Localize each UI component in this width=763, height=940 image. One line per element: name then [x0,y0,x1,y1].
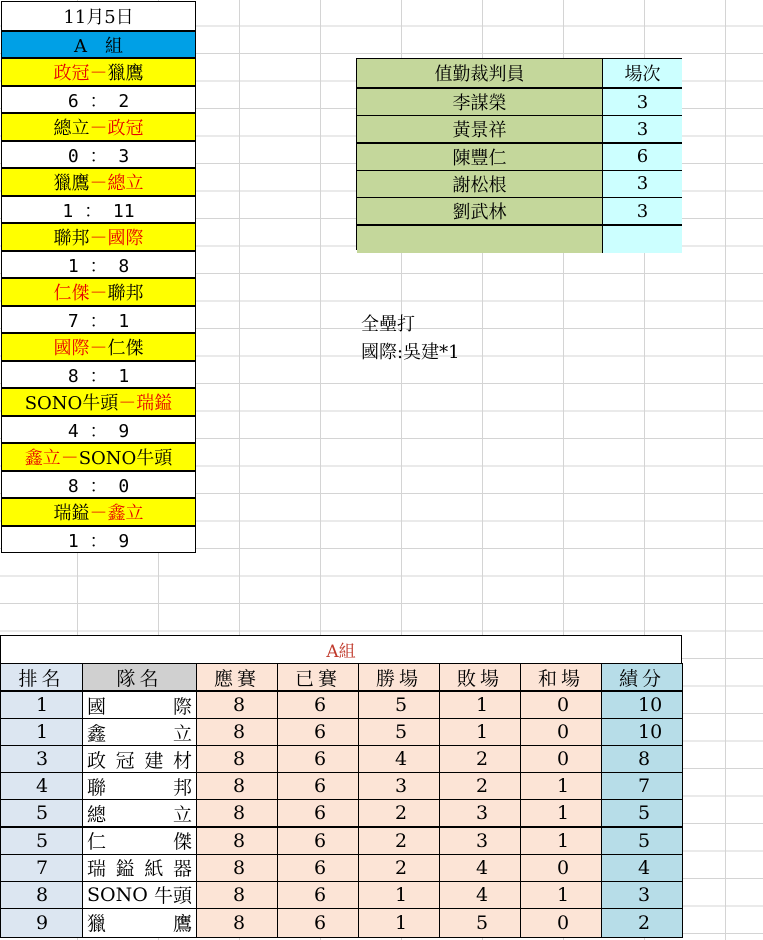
umpire-name[interactable]: 謝松根 [357,170,603,198]
standings-rank[interactable]: 5 [0,827,83,855]
header-won[interactable]: 勝場 [358,663,440,691]
umpire-count[interactable]: 6 [602,143,682,171]
header-tied[interactable]: 和場 [520,663,602,691]
standings-won[interactable]: 2 [358,854,440,882]
match-teams[interactable] [1,223,196,251]
standings-lost[interactable]: 2 [439,745,521,773]
match-team-1: 總立 [53,118,90,139]
match-separator: － [89,118,108,139]
standings-tied[interactable]: 1 [520,772,602,800]
match-team-2: SONO牛頭 [78,448,173,469]
standings-scheduled[interactable]: 8 [196,691,278,719]
standings-won[interactable]: 1 [358,881,440,909]
standings-won[interactable]: 1 [358,908,440,938]
match-team-2: 瑞鎰 [136,393,173,414]
standings-won[interactable]: 5 [358,691,440,719]
standings-played[interactable]: 6 [277,691,359,719]
match-team-2: 國際 [107,228,144,249]
match-teams[interactable] [1,113,196,141]
standings-won[interactable]: 3 [358,772,440,800]
header-lost[interactable]: 敗場 [439,663,521,691]
umpire-count[interactable]: 3 [602,197,682,225]
standings-rank[interactable]: 1 [0,691,83,719]
team-name-part: 獵 [87,913,107,936]
standings-played[interactable]: 6 [277,854,359,882]
match-teams[interactable] [1,168,196,196]
standings-played[interactable]: 6 [277,745,359,773]
team-name-part: 鎰 [115,858,135,881]
match-separator: － [89,228,108,249]
team-name-part: 國 [87,695,107,718]
schedule-date[interactable]: 11月5日 [1,1,196,31]
match-team-2: 聯邦 [107,283,144,304]
standings-points[interactable]: 8 [601,745,683,773]
standings-tied[interactable]: 0 [520,908,602,938]
team-name-cell[interactable] [82,772,197,800]
standings-points[interactable]: 10 [601,718,683,746]
umpire-header-name[interactable]: 值勤裁判員 [357,59,603,88]
standings-played[interactable]: 6 [277,908,359,938]
header-rank[interactable]: 排名 [0,663,83,691]
umpire-count[interactable]: 3 [602,170,682,198]
match-team-1: SONO牛頭 [24,393,119,414]
header-points[interactable]: 績分 [601,663,683,691]
team-name-part: 器 [172,858,192,881]
standings-points[interactable]: 5 [601,827,683,855]
match-score[interactable]: 1 ： 11 [1,196,196,223]
standings-points[interactable]: 10 [601,691,683,719]
umpire-count[interactable]: 3 [602,115,682,143]
standings-title[interactable]: A組 [0,635,682,663]
standings-won[interactable]: 5 [358,718,440,746]
standings-played[interactable]: 6 [277,718,359,746]
umpire-name[interactable] [357,225,603,253]
team-name-cell[interactable] [82,854,197,882]
team-name-part: 建 [144,749,164,772]
standings-rank[interactable]: 1 [0,718,83,746]
standings-won[interactable]: 4 [358,745,440,773]
standings-scheduled[interactable]: 8 [196,908,278,938]
team-name-cell[interactable] [82,908,197,938]
standings-points[interactable]: 5 [601,799,683,827]
standings-points[interactable]: 3 [601,881,683,909]
match-team-1: 國際 [53,338,90,359]
standings-points[interactable]: 2 [601,908,683,938]
team-name-part: 聯 [87,776,107,799]
standings-tied[interactable]: 1 [520,799,602,827]
standings-won[interactable]: 2 [358,799,440,827]
standings-tied[interactable]: 0 [520,718,602,746]
umpire-name[interactable]: 劉武林 [357,197,603,225]
team-name-part: 邦 [172,776,192,799]
match-score[interactable]: 4 ： 9 [1,416,196,443]
match-score[interactable]: 8 ： 0 [1,471,196,498]
match-team-2: 總立 [107,173,144,194]
match-team-1: 瑞鎰 [53,503,90,524]
umpire-count[interactable]: 3 [602,88,682,116]
standings-lost[interactable]: 4 [439,854,521,882]
umpire-count[interactable] [602,225,682,253]
standings-lost[interactable]: 4 [439,881,521,909]
standings-played[interactable]: 6 [277,827,359,855]
match-score[interactable]: 7 ： 1 [1,306,196,333]
umpire-name[interactable]: 陳豐仁 [357,143,603,171]
standings-tied[interactable]: 0 [520,745,602,773]
team-name-part: 立 [172,722,192,745]
team-name-cell[interactable] [82,691,197,719]
standings-tied[interactable]: 0 [520,854,602,882]
standings-rank[interactable]: 5 [0,799,83,827]
team-name-part: 材 [172,749,192,772]
match-separator: － [89,503,108,524]
team-name-cell[interactable] [82,881,197,909]
match-team-1: 政冠 [53,63,90,84]
team-name-part: 仁 [87,831,107,853]
schedule-panel [1,1,196,554]
standings-lost[interactable]: 3 [439,827,521,855]
standings-rank[interactable]: 7 [0,854,83,882]
match-teams[interactable] [1,443,196,471]
team-name-part: 冠 [115,749,135,772]
match-score[interactable]: 8 ： 1 [1,361,196,388]
umpire-header-count[interactable]: 場次 [602,59,682,88]
team-name-part: 鑫 [87,722,107,745]
standings-points[interactable]: 4 [601,854,683,882]
team-name-part: SONO [87,883,148,906]
match-team-2: 鑫立 [107,503,144,524]
match-score[interactable]: 0 ： 3 [1,141,196,168]
standings-lost[interactable]: 3 [439,799,521,827]
match-score[interactable]: 6 ： 2 [1,86,196,113]
group-header[interactable]: A 組 [1,31,196,58]
standings-scheduled[interactable]: 8 [196,799,278,827]
team-name-cell[interactable] [82,799,197,827]
standings-lost[interactable]: 2 [439,772,521,800]
match-teams[interactable] [1,58,196,86]
match-separator: － [89,63,108,84]
standings-played[interactable]: 6 [277,772,359,800]
umpire-table [356,58,682,250]
match-separator: － [89,173,108,194]
standings-scheduled[interactable]: 8 [196,854,278,882]
match-team-1: 鑫立 [24,448,61,469]
match-teams[interactable] [1,388,196,416]
match-separator: － [60,448,79,469]
team-name-part: 鷹 [172,913,192,936]
match-separator: － [118,393,137,414]
home-run-label[interactable]: 全壘打 [361,314,415,335]
umpire-name[interactable]: 黃景祥 [357,115,603,143]
team-name-cell[interactable] [82,718,197,746]
standings-lost[interactable]: 1 [439,691,521,719]
match-separator: － [89,283,108,304]
team-name-part: 際 [172,695,192,718]
match-team-1: 獵鷹 [53,173,90,194]
match-team-1: 仁傑 [53,283,90,304]
standings-played[interactable]: 6 [277,881,359,909]
standings-tied[interactable]: 1 [520,827,602,855]
header-team[interactable]: 隊名 [82,663,197,691]
team-name-part: 傑 [172,831,192,853]
header-played[interactable]: 已賽 [277,663,359,691]
umpire-name[interactable]: 李謀榮 [357,88,603,116]
match-team-2: 仁傑 [107,338,144,359]
team-name-cell[interactable] [82,827,197,855]
team-name-part: 瑞 [87,858,107,881]
standings-scheduled[interactable]: 8 [196,772,278,800]
standings-won[interactable]: 2 [358,827,440,855]
standings-table [0,635,682,940]
standings-tied[interactable]: 0 [520,691,602,719]
match-score[interactable]: 1 ： 8 [1,251,196,278]
match-score[interactable]: 1 ： 9 [1,526,196,553]
match-team-1: 聯邦 [53,228,90,249]
team-name-cell[interactable] [82,745,197,773]
standings-scheduled[interactable]: 8 [196,745,278,773]
match-team-2: 政冠 [107,118,144,139]
team-name-part: 立 [172,803,192,826]
standings-rank[interactable]: 9 [0,908,83,938]
standings-lost[interactable]: 1 [439,718,521,746]
match-teams[interactable] [1,333,196,361]
match-teams[interactable] [1,278,196,306]
header-scheduled[interactable]: 應賽 [196,663,278,691]
match-team-2: 獵鷹 [107,63,144,84]
team-name-part: 紙 [144,858,164,881]
standings-played[interactable]: 6 [277,799,359,827]
team-name-part: 政 [87,749,107,772]
standings-rank[interactable]: 4 [0,772,83,800]
match-separator: － [89,338,108,359]
standings-points[interactable]: 7 [601,772,683,800]
standings-tied[interactable]: 1 [520,881,602,909]
standings-rank[interactable]: 3 [0,745,83,773]
team-name-part: 總 [87,803,107,826]
match-teams[interactable] [1,498,196,526]
team-name-part: 牛頭 [153,885,192,908]
standings-scheduled[interactable]: 8 [196,718,278,746]
standings-scheduled[interactable]: 8 [196,881,278,909]
standings-scheduled[interactable]: 8 [196,827,278,855]
home-run-detail[interactable]: 國際:吳建*1 [361,342,460,363]
standings-lost[interactable]: 5 [439,908,521,938]
standings-rank[interactable]: 8 [0,881,83,909]
